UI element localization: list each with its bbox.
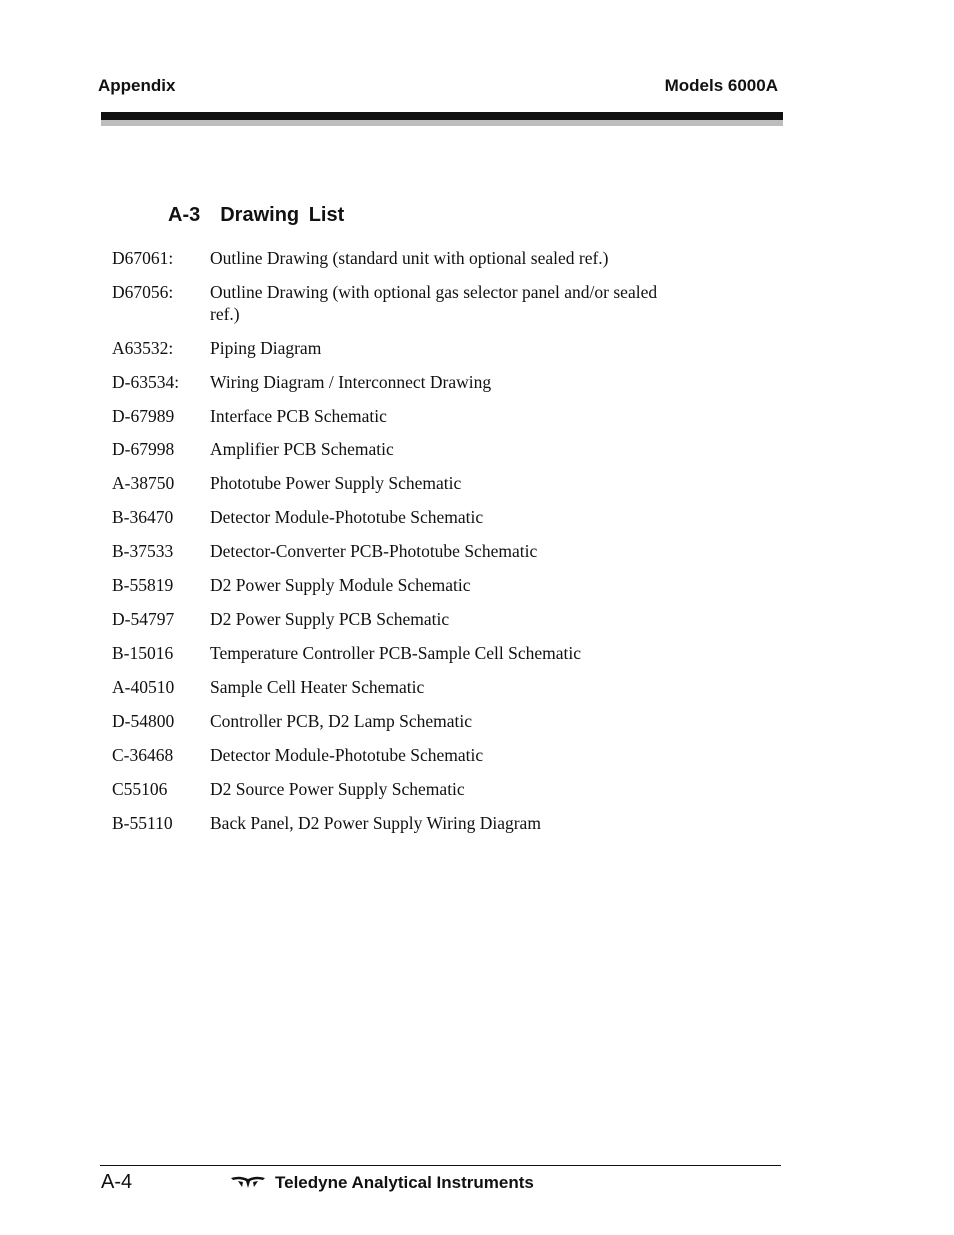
section-number: A-3 xyxy=(168,204,201,226)
drawing-list-item xyxy=(112,438,672,460)
drawing-list-item xyxy=(112,247,672,269)
drawing-description: Sample Cell Heater Schematic xyxy=(210,677,425,697)
drawing-code: B-55819 xyxy=(112,575,174,595)
footer-rule xyxy=(100,1165,781,1166)
drawing-description: D2 Power Supply PCB Schematic xyxy=(210,609,450,629)
drawing-list-item xyxy=(112,337,672,359)
header-model-label: Models 6000A xyxy=(664,76,778,95)
drawing-description: Detector-Converter PCB-Phototube Schematic xyxy=(210,541,538,561)
drawing-list-item xyxy=(112,540,672,562)
drawing-list-item xyxy=(112,676,672,698)
drawing-description: Detector Module-Phototube Schematic xyxy=(210,745,484,765)
drawing-description: Back Panel, D2 Power Supply Wiring Diagram xyxy=(210,813,541,833)
drawing-list-item xyxy=(112,778,672,800)
drawing-list-item xyxy=(112,405,672,427)
drawing-list-item xyxy=(112,642,672,664)
drawing-code: D67056: xyxy=(112,282,174,302)
section-title: Drawing List xyxy=(220,204,345,226)
drawing-code: D-63534: xyxy=(112,372,180,392)
drawing-code: D-67989 xyxy=(112,406,175,426)
drawing-list-item xyxy=(112,506,672,528)
drawing-code: B-36470 xyxy=(112,507,174,527)
drawing-list-item xyxy=(112,608,672,630)
drawing-list-item xyxy=(112,371,672,393)
header-section-label: Appendix xyxy=(98,76,176,95)
drawing-code: C55106 xyxy=(112,779,168,799)
drawing-code: B-15016 xyxy=(112,643,174,663)
drawing-list-item xyxy=(112,710,672,732)
drawing-list xyxy=(112,247,672,834)
drawing-description: Controller PCB, D2 Lamp Schematic xyxy=(210,711,472,731)
header-rule-shadow xyxy=(101,120,783,126)
drawing-description: D2 Power Supply Module Schematic xyxy=(210,575,471,595)
drawing-description: D2 Source Power Supply Schematic xyxy=(210,779,465,799)
drawing-list-item xyxy=(112,472,672,494)
drawing-code: A-38750 xyxy=(112,473,175,493)
drawing-list-item xyxy=(112,281,672,325)
drawing-code: D67061: xyxy=(112,248,174,268)
drawing-list-item xyxy=(112,574,672,596)
section-heading xyxy=(168,204,344,227)
drawing-description: Temperature Controller PCB-Sample Cell Schematic xyxy=(210,643,582,663)
drawing-list-item xyxy=(112,812,672,834)
drawing-description: Piping Diagram xyxy=(210,338,322,358)
drawing-code: C-36468 xyxy=(112,745,174,765)
drawing-description: Outline Drawing (standard unit with optional sealed ref.) xyxy=(210,248,609,268)
drawing-description: Wiring Diagram / Interconnect Drawing xyxy=(210,372,492,392)
page-number: A-4 xyxy=(101,1171,133,1193)
company-name: Teledyne Analytical Instruments xyxy=(275,1173,534,1192)
drawing-description: Phototube Power Supply Schematic xyxy=(210,473,462,493)
drawing-code: B-55110 xyxy=(112,813,173,833)
drawing-description: Detector Module-Phototube Schematic xyxy=(210,507,484,527)
header-rule xyxy=(101,112,783,120)
drawing-list-item xyxy=(112,744,672,766)
teledyne-logo-icon xyxy=(230,1175,266,1189)
drawing-code: B-37533 xyxy=(112,541,174,561)
drawing-description: Amplifier PCB Schematic xyxy=(210,439,394,459)
drawing-code: D-54800 xyxy=(112,711,175,731)
drawing-description: Outline Drawing (with optional gas selector panel and/or sealed ref.) xyxy=(210,282,658,324)
drawing-code: A63532: xyxy=(112,338,174,358)
drawing-code: D-54797 xyxy=(112,609,175,629)
drawing-code: A-40510 xyxy=(112,677,175,697)
drawing-description: Interface PCB Schematic xyxy=(210,406,387,426)
drawing-code: D-67998 xyxy=(112,439,175,459)
